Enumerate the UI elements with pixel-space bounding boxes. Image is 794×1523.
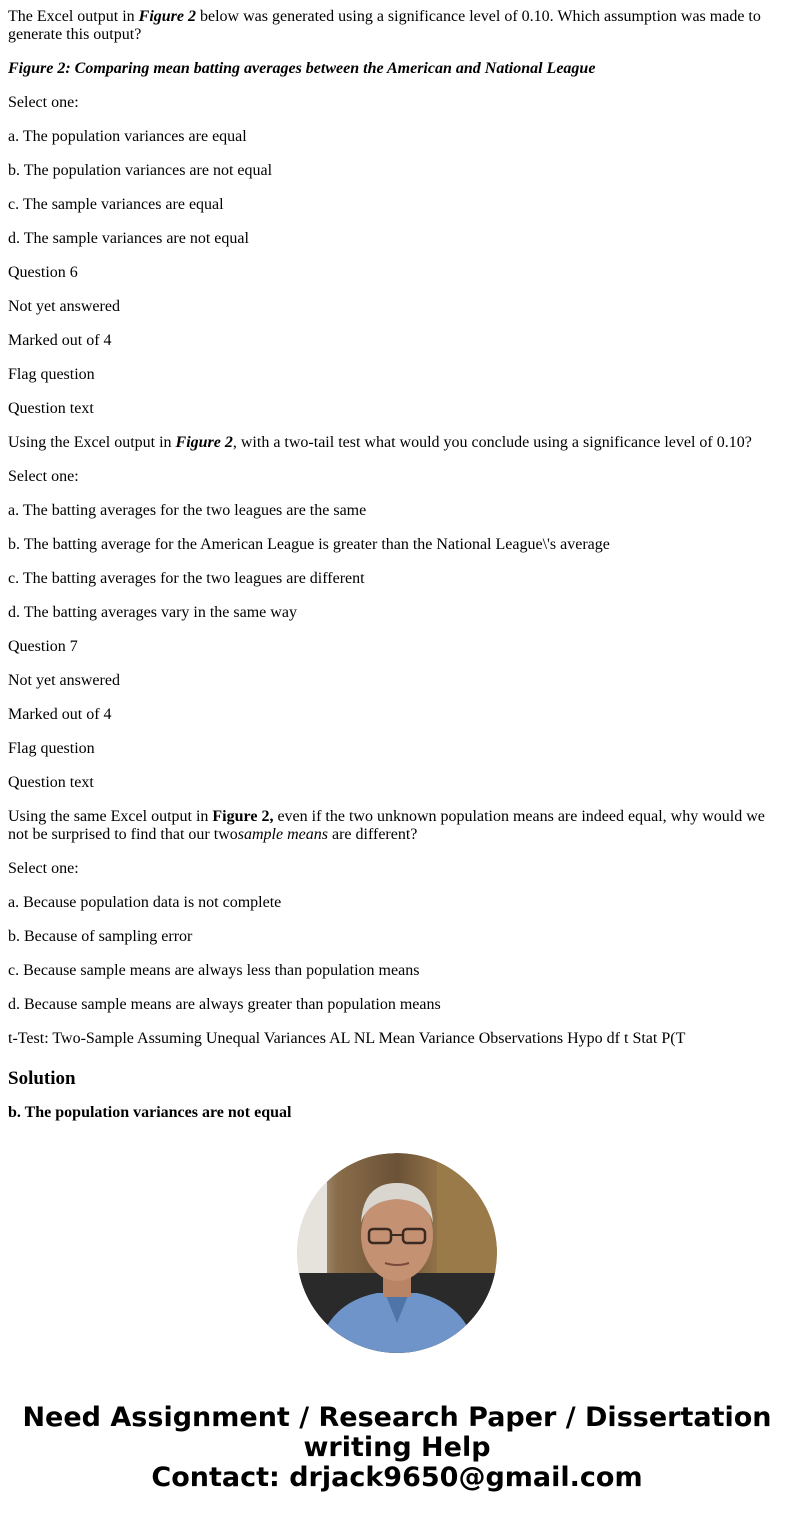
promo-contact[interactable]: Contact: drjack9650@gmail.com [151,1462,643,1493]
promo-line-1: Need Assignment / Research Paper / Dissertation [22,1402,772,1433]
q6-option-c[interactable]: c. The batting averages for the two leagues are different [8,570,365,587]
q6-prompt [8,434,786,452]
ttest-summary: t-Test: Two-Sample Assuming Unequal Variances AL NL Mean Variance Observations Hypo df t Stat P(T [8,1030,686,1047]
promo-banner [0,1403,794,1493]
q6-prompt-post: , with a two-tail test what would you conclude using a significance level of 0.10? [232,434,752,451]
q7-marks: Marked out of 4 [8,706,112,723]
q7-select-one: Select one: [8,860,79,877]
q5-prompt-post: below was generated using a significance level of 0.10. Which assumption was made to generate this output? [8,8,761,43]
q6-flag-question[interactable]: Flag question [8,366,95,383]
q6-option-b[interactable]: b. The batting average for the American League is greater than the National League\'s average [8,536,610,553]
q7-prompt-post: are different? [327,826,418,843]
q7-question-text-label: Question text [8,774,94,791]
q5-figure-ref: Figure 2 [138,8,196,25]
q6-option-a[interactable]: a. The batting averages for the two leagues are the same [8,502,367,519]
q7-prompt-pre: Using the same Excel output in [8,808,213,825]
q7-option-c[interactable]: c. Because sample means are always less than population means [8,962,420,979]
figure-caption-text: Figure 2: Comparing mean batting averages between the American and National League [8,60,596,77]
q5-option-c[interactable]: c. The sample variances are equal [8,196,224,213]
solution-title: Solution [8,1068,76,1089]
q6-prompt-pre: Using the Excel output in [8,434,176,451]
q6-question-text-label: Question text [8,400,94,417]
q6-marks: Marked out of 4 [8,332,112,349]
figure-caption [8,60,786,78]
q7-option-a[interactable]: a. Because population data is not complete [8,894,282,911]
q5-prompt [8,8,786,44]
q7-figure-ref: Figure 2, [212,808,274,825]
q7-prompt-emphasis: sample means [237,826,328,843]
q7-option-d[interactable]: d. Because sample means are always greater than population means [8,996,441,1013]
q5-option-b[interactable]: b. The population variances are not equal [8,162,273,179]
q6-figure-ref: Figure 2 [175,434,233,451]
q6-title: Question 6 [8,264,78,281]
q7-status: Not yet answered [8,672,120,689]
q6-option-d[interactable]: d. The batting averages vary in the same way [8,604,297,621]
q7-title: Question 7 [8,638,78,655]
q5-option-a[interactable]: a. The population variances are equal [8,128,247,145]
q6-select-one: Select one: [8,468,79,485]
q5-prompt-pre: The Excel output in [8,8,139,25]
q7-flag-question[interactable]: Flag question [8,740,95,757]
q5-select-one: Select one: [8,94,79,111]
solution-answer: b. The population variances are not equal [8,1104,292,1121]
q7-option-b[interactable]: b. Because of sampling error [8,928,193,945]
author-avatar [297,1153,497,1353]
avatar-portrait-image [297,1153,497,1353]
q7-prompt-mid: even if the two unknown population means are indeed equal, why would we not be surprised to find that our two [8,808,765,843]
q7-prompt [8,808,786,844]
q5-option-d[interactable]: d. The sample variances are not equal [8,230,249,247]
q6-status: Not yet answered [8,298,120,315]
promo-line-2: writing Help [303,1432,491,1463]
